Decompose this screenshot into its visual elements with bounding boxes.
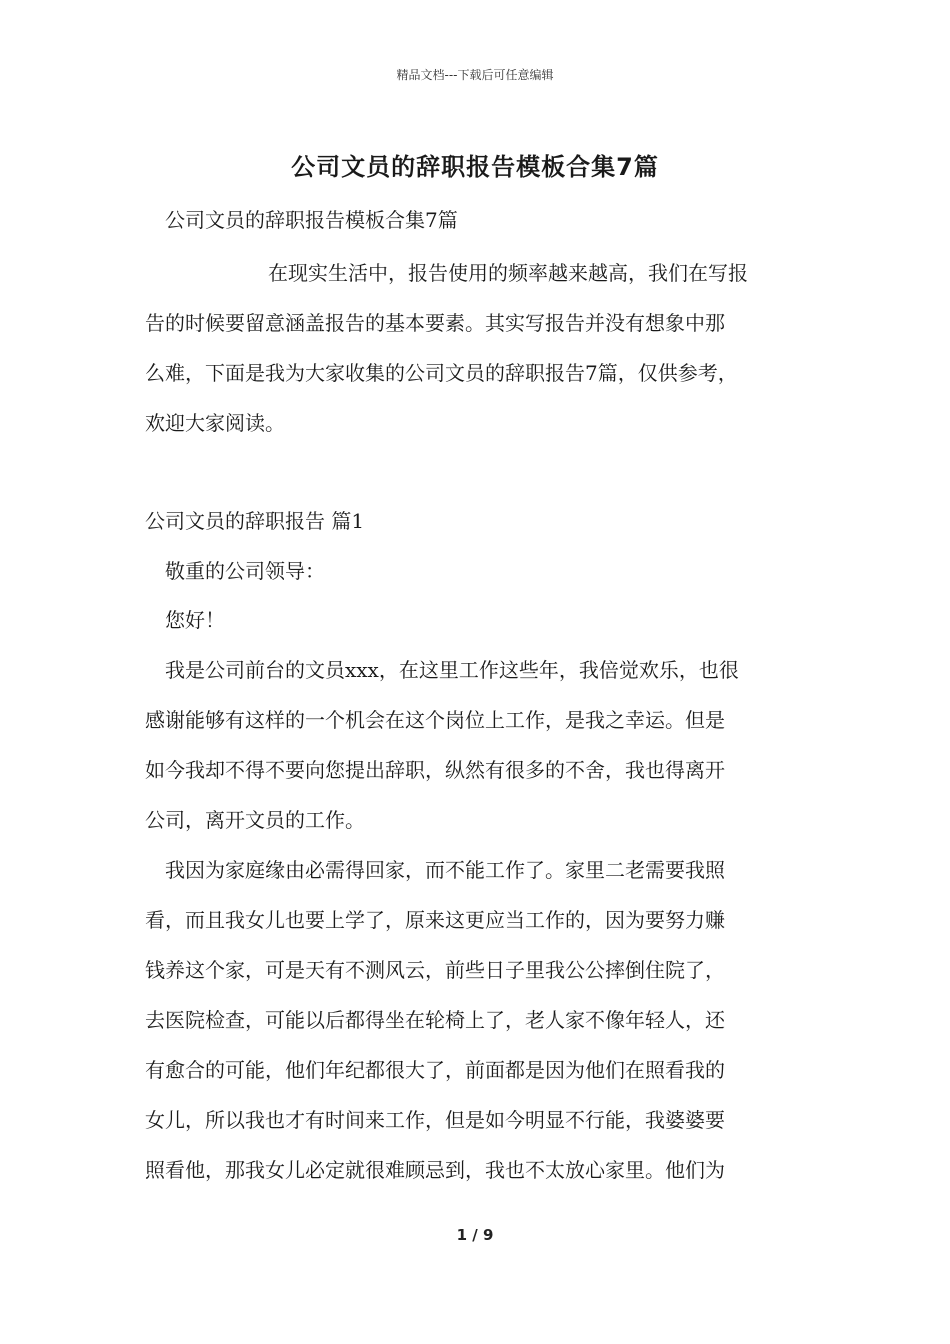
page-number: 1 / 9 — [456, 1226, 494, 1244]
paragraph-line: 钱养这个家，可是天有不测风云，前些日子里我公公摔倒住院了， — [145, 958, 725, 982]
intro-line: 欢迎大家阅读。 — [145, 411, 285, 435]
paragraph-line: 我因为家庭缘由必需得回家，而不能工作了。家里二老需要我照 — [165, 858, 725, 882]
page-header-note: 精品文档---下载后可任意编辑 — [396, 68, 554, 82]
intro-line: 告的时候要留意涵盖报告的基本要素。其实写报告并没有想象中那 — [145, 311, 725, 335]
paragraph-line: 照看他，那我女儿必定就很难顾忌到，我也不太放心家里。他们为 — [145, 1158, 725, 1182]
paragraph-line: 看，而且我女儿也要上学了，原来这更应当工作的，因为要努力赚 — [145, 908, 725, 932]
document-subtitle: 公司文员的辞职报告模板合集7篇 — [165, 208, 458, 232]
salutation: 敬重的公司领导： — [165, 559, 325, 583]
intro-line: 么难，下面是我为大家收集的公司文员的辞职报告7篇，仅供参考， — [145, 361, 738, 385]
document-title: 公司文员的辞职报告模板合集7篇 — [291, 153, 659, 181]
paragraph-line: 去医院检查，可能以后都得坐在轮椅上了，老人家不像年轻人，还 — [145, 1008, 725, 1032]
paragraph-line: 感谢能够有这样的一个机会在这个岗位上工作，是我之幸运。但是 — [145, 708, 725, 732]
intro-line: 在现实生活中，报告使用的频率越来越高，我们在写报 — [268, 261, 748, 285]
paragraph-line: 公司，离开文员的工作。 — [145, 808, 365, 832]
greeting: 您好！ — [165, 608, 225, 632]
paragraph-line: 我是公司前台的文员xxx，在这里工作这些年，我倍觉欢乐，也很 — [165, 658, 739, 682]
paragraph-line: 有愈合的可能，他们年纪都很大了，前面都是因为他们在照看我的 — [145, 1058, 725, 1082]
section-heading: 公司文员的辞职报告 篇1 — [145, 509, 365, 533]
paragraph-line: 如今我却不得不要向您提出辞职，纵然有很多的不舍，我也得离开 — [145, 758, 725, 782]
paragraph-line: 女儿，所以我也才有时间来工作，但是如今明显不行能，我婆婆要 — [145, 1108, 725, 1132]
